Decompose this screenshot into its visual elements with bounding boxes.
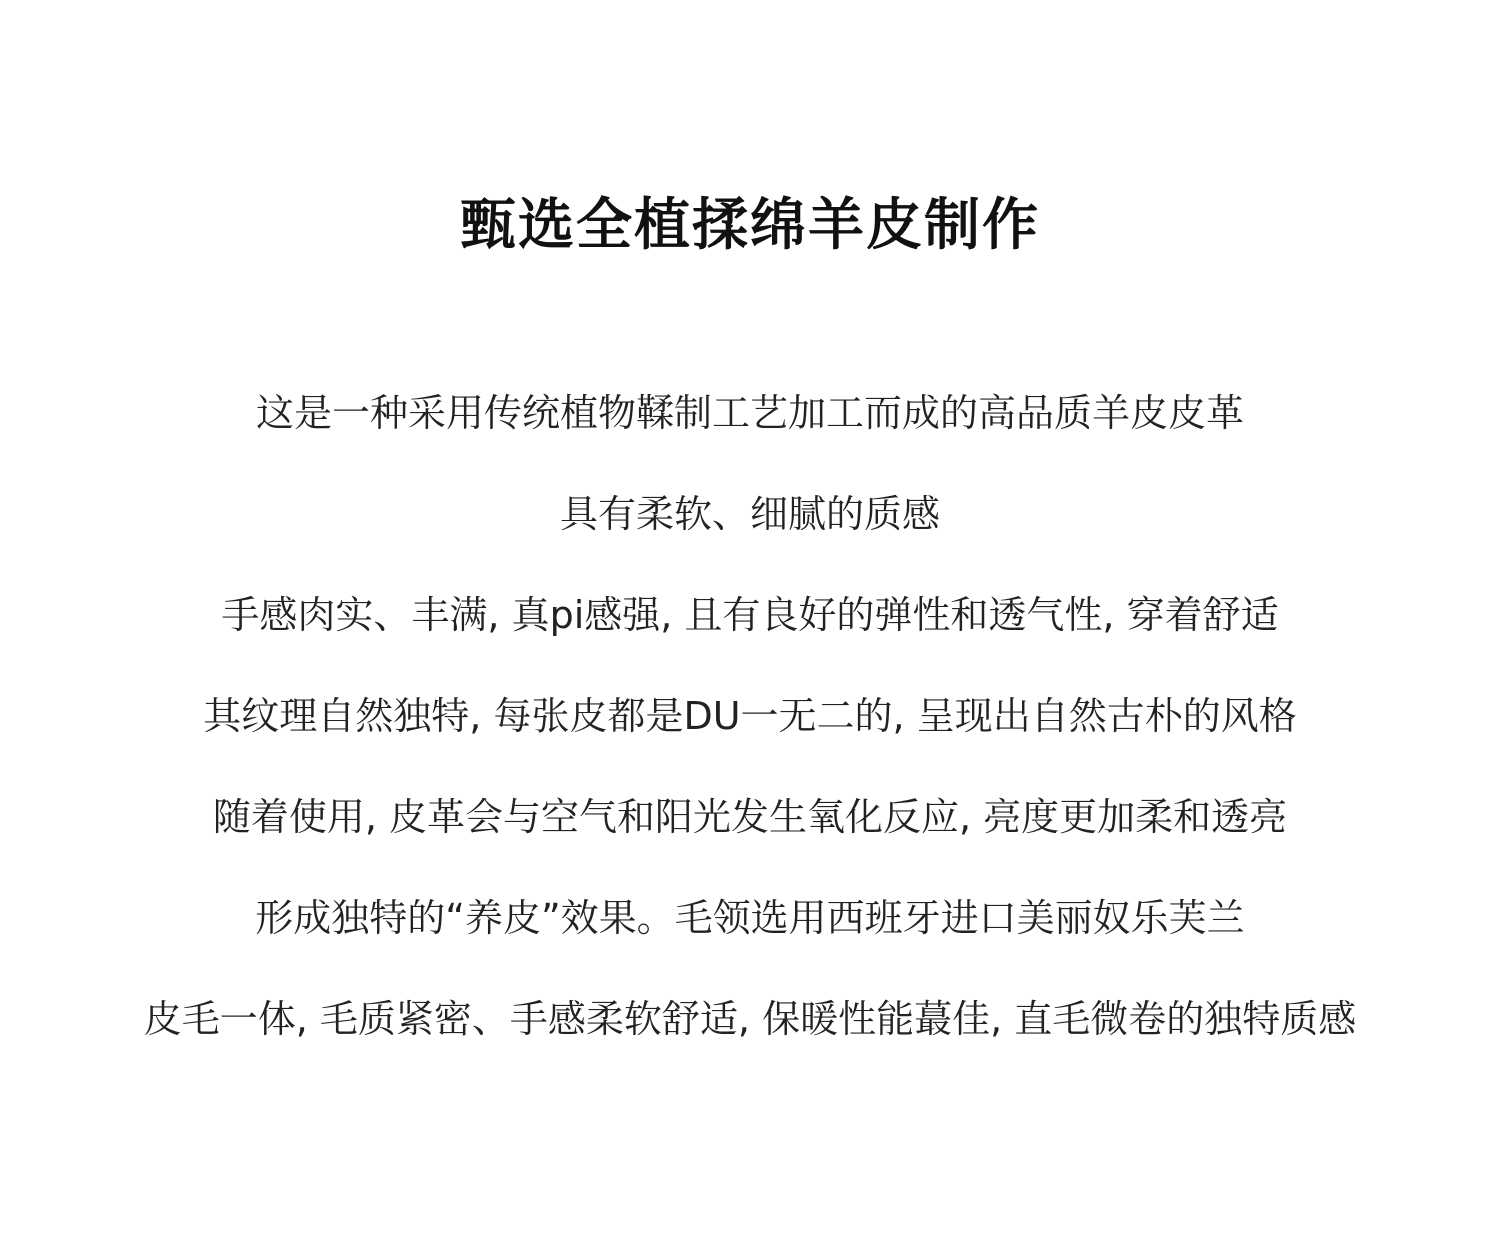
description-line: 其纹理自然独特, 每张皮都是DU一无二的, 呈现出自然古朴的风格 bbox=[203, 694, 1297, 738]
page-title: 甄选全植揉绵羊皮制作 bbox=[460, 193, 1040, 258]
description-line: 随着使用, 皮革会与空气和阳光发生氧化反应, 亮度更加柔和透亮 bbox=[212, 795, 1288, 839]
description-line: 这是一种采用传统植物鞣制工艺加工而成的高品质羊皮皮革 bbox=[255, 391, 1244, 435]
description-line: 形成独特的“养皮”效果。毛领选用西班牙进口美丽奴乐芙兰 bbox=[255, 896, 1245, 940]
description-text bbox=[0, 384, 1500, 1091]
description-line: 皮毛一体, 毛质紧密、手感柔软舒适, 保暖性能蕞佳, 直毛微卷的独特质感 bbox=[143, 997, 1357, 1041]
description-line: 手感肉实、丰满, 真pi感强, 且有良好的弹性和透气性, 穿着舒适 bbox=[221, 593, 1279, 637]
description-line: 具有柔软、细腻的质感 bbox=[559, 492, 940, 536]
